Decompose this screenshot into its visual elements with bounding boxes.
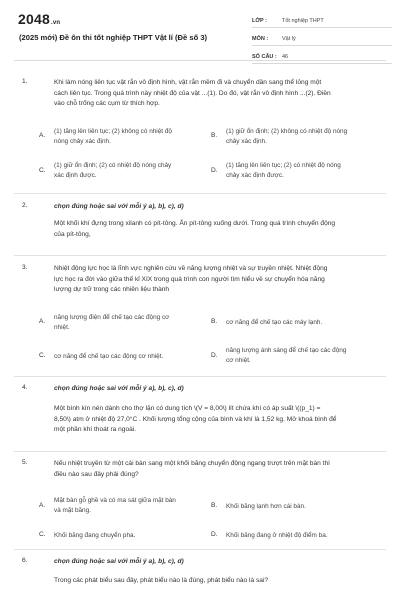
option-line: Khối băng lạnh hơn cái bàn. — [226, 503, 306, 510]
question-3 — [14, 264, 386, 376]
question-line: cách liên tục. Trong quá trình này nhiệt độ của vật ...(1). Do đó, vật rắn vô định hình ...(2). Điền — [54, 89, 331, 97]
question-text — [54, 219, 376, 240]
option-d-letter: D. — [211, 167, 218, 174]
question-line: Một khối khí đựng trong xilanh có pít-tông. Ấn pít-tông xuống dưới. Trong quá trình chuyển động — [54, 220, 336, 227]
question-number: 3. — [22, 264, 28, 271]
question-line: lượng dự trữ trong các nhiên liệu thành — [54, 286, 170, 293]
question-text — [54, 404, 376, 436]
option-line: Khối băng đang chuyển pha. — [54, 532, 136, 539]
question-line: của pít-tông, — [54, 230, 91, 238]
option-b[interactable] — [226, 127, 386, 146]
question-instruction: chọn đúng hoặc sai với mỗi ý a), b), c), d) — [54, 385, 184, 392]
option-c-letter: C. — [39, 167, 46, 174]
option-line: nhiệt. — [54, 323, 70, 331]
question-number: 4. — [22, 384, 28, 391]
meta-row-class — [252, 12, 392, 28]
question-1 — [14, 78, 386, 190]
question-divider — [14, 451, 386, 452]
question-line: Nhiệt động lực học là lĩnh vực nghiên cứu về năng lượng nhiệt và sự truyền nhiệt. Nhiệt động — [54, 265, 328, 272]
option-line: năng lượng ánh sáng để chế tạo các động — [226, 347, 347, 354]
option-line: (1) giữ ổn định; (2) không có nhiệt độ nóng — [226, 128, 348, 135]
option-b-letter: B. — [211, 318, 218, 325]
option-a-letter: A. — [39, 502, 46, 509]
option-line: cơ nhiệt. — [226, 356, 251, 364]
option-d[interactable] — [226, 161, 386, 180]
option-d-letter: D. — [211, 531, 218, 538]
question-6 — [14, 557, 386, 597]
option-line: (1) tăng lên liên tục; (2) có nhiệt độ nóng — [226, 162, 341, 169]
option-b[interactable] — [226, 318, 386, 328]
question-line: Trong các phát biểu sau đây, phát biểu nào là đúng, phát biểu nào là sai? — [54, 577, 269, 584]
option-d[interactable] — [226, 531, 386, 541]
question-number: 6. — [22, 557, 28, 564]
question-2 — [14, 202, 386, 252]
question-4 — [14, 384, 386, 446]
question-divider — [14, 549, 386, 550]
option-b-letter: B. — [211, 502, 218, 509]
option-c[interactable] — [54, 531, 219, 541]
question-divider — [14, 193, 386, 194]
logo-suffix: .vn — [50, 20, 61, 26]
question-line: lực học ra đời vào giữa thế kỉ XIX trong quá trình con người tìm hiểu về sự chuyển hóa năng — [54, 275, 325, 283]
question-line: Nếu nhiệt truyền từ một cái bàn sang một khối băng chuyển động ngang trượt trên mặt bàn thì — [54, 460, 330, 467]
option-a-letter: A. — [39, 318, 46, 325]
question-text — [54, 78, 376, 110]
option-line: chảy xác định. — [226, 137, 267, 145]
option-a[interactable] — [54, 496, 219, 515]
option-line: (1) giữ ổn định; (2) có nhiệt độ nóng chảy — [54, 162, 172, 169]
question-number: 2. — [22, 202, 28, 209]
meta-value-subject: Vật lý — [282, 36, 296, 42]
exam-title: (2025 mới) Đề ôn thi tốt nghiệp THPT Vật lí (Đề số 3) — [19, 33, 208, 42]
option-a-letter: A. — [39, 132, 46, 139]
header — [0, 0, 400, 60]
meta-row-subject — [252, 30, 392, 46]
question-number: 1. — [22, 78, 28, 85]
option-b[interactable] — [226, 502, 386, 512]
option-c[interactable] — [54, 161, 219, 180]
question-number: 5. — [22, 459, 28, 466]
option-line: cơ năng để chế tạo các động cơ nhiệt. — [54, 353, 164, 360]
question-line: Khi làm nóng liên tục vật rắn vô định hình, vật rắn mềm đi và chuyển dần sang thể lỏng một — [54, 79, 322, 86]
question-line: vào chỗ trống các cụm từ thích hợp. — [54, 100, 160, 107]
question-text — [54, 459, 376, 480]
question-text — [54, 264, 376, 296]
option-line: Khối băng đang ở nhiệt độ điểm ba. — [226, 532, 328, 539]
question-line: một phần khí thoát ra ngoài. — [54, 426, 137, 433]
question-5 — [14, 459, 386, 549]
meta-key-class: LỚP : — [252, 18, 267, 24]
meta-value-count: 46 — [282, 54, 289, 60]
option-line: cơ năng để chế tạo các máy lạnh. — [226, 319, 323, 326]
option-c-letter: C. — [39, 531, 46, 538]
option-c-letter: C. — [39, 352, 46, 359]
option-b-letter: B. — [211, 132, 218, 139]
question-text — [54, 576, 376, 587]
meta-key-count: SỐ CÂU : — [252, 54, 277, 60]
option-line: nóng chảy xác định. — [54, 137, 111, 145]
option-line: và mặt băng. — [54, 506, 91, 514]
meta-row-count — [252, 48, 392, 64]
question-instruction: chọn đúng hoặc sai với mỗi ý a), b), c), d) — [54, 203, 184, 210]
question-line: 8,50\) atm ở nhiệt độ 27,0°C . Khối lượng tổng cộng của bình và khí là 1,52 kg. Mở khoá bình để — [54, 415, 337, 423]
option-d[interactable] — [226, 346, 386, 365]
site-logo[interactable] — [18, 11, 60, 27]
meta-value-class: Tốt nghiệp THPT — [282, 18, 324, 24]
header-divider — [14, 60, 386, 61]
question-line: Một bình kín nén dành cho thợ lặn có dung tích \(V = 8,00\) lít chứa khí có áp suất \((p_1) = — [54, 405, 321, 412]
option-d-letter: D. — [211, 352, 218, 359]
meta-key-subject: MÔN : — [252, 36, 269, 42]
option-line: Mặt bàn gỗ ghề và có ma sát giữa mặt bàn — [54, 497, 176, 504]
option-a[interactable] — [54, 313, 219, 332]
option-line: năng lượng điện để chế tạo các động cơ — [54, 314, 170, 321]
option-c[interactable] — [54, 352, 219, 362]
logo-text: 2048 — [18, 11, 50, 27]
option-line: chảy xác định được. — [226, 171, 284, 179]
exam-meta — [252, 12, 392, 66]
question-line: điều nào sau đây phải đúng? — [54, 470, 139, 478]
question-divider — [14, 255, 386, 256]
option-line: xác định được. — [54, 171, 97, 179]
option-a[interactable] — [54, 127, 219, 146]
question-divider — [14, 376, 386, 377]
question-instruction: chọn đúng hoặc sai với mỗi ý a), b), c), d) — [54, 558, 184, 565]
option-line: (1) tăng lên liên tục; (2) không có nhiệt độ — [54, 128, 172, 135]
